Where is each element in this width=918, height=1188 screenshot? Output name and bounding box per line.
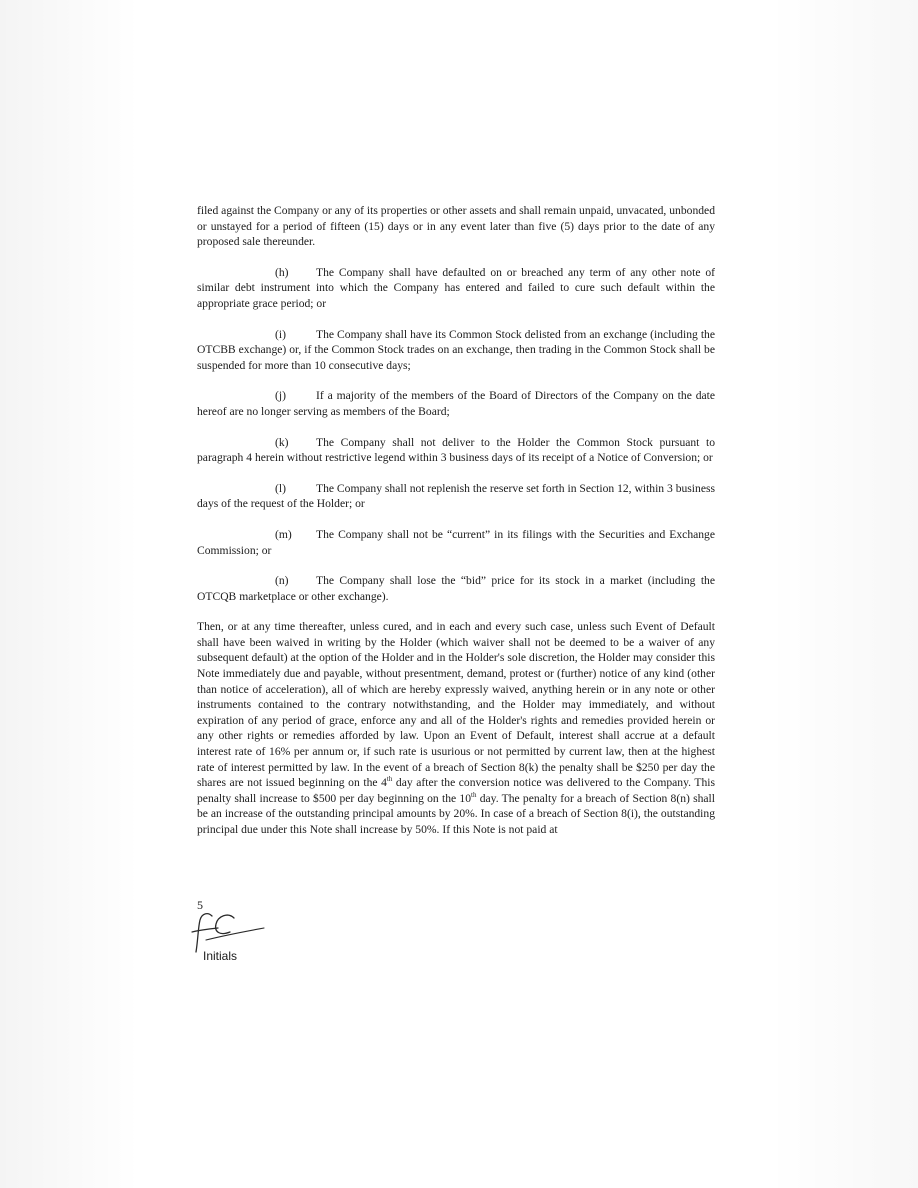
clause-text: The Company shall not deliver to the Holder the Common Stock pursuant to paragraph 4 herein without restrictive legend within 3 business days of its receipt of a Notice of Conversion; or	[197, 435, 715, 465]
clause-label: (h)	[275, 265, 289, 279]
ordinal-suffix: th	[386, 775, 393, 784]
scan-shadow-left	[0, 0, 140, 1188]
clause-i	[197, 327, 715, 374]
clause-text: The Company shall have defaulted on or breached any term of any other note of similar debt instrument into which the Company has entered and failed to cure such default within the appropriate grace period; or	[197, 265, 715, 310]
clause-text: If a majority of the members of the Board of Directors of the Company on the date hereof are no longer serving as members of the Board;	[197, 389, 715, 418]
clause-h	[197, 265, 715, 312]
clause-text: The Company shall not replenish the reserve set forth in Section 12, within 3 business days of the request of the Holder; or	[197, 481, 715, 511]
clause-label: (n)	[275, 574, 289, 588]
clause-text: The Company shall have its Common Stock delisted from an exchange (including the OTCBB exchange) or, if the Common Stock trades on an exchange, then trading in the Common Stock shall be suspended for more than 10 consecutive days;	[197, 327, 715, 372]
closing-text-3: day. The penalty for a breach of Section 8(n) shall be an increase of the outstanding principal amounts by 20%. In case of a breach of Section 8(i), the outstanding principal due under this Note shall increase by 50%. If this Note is not paid at	[197, 791, 716, 836]
closing-text-2: day after the conversion notice was delivered to the Company. This penalty shall increase to $500 per day beginning on the 10	[197, 776, 715, 805]
clause-n	[197, 573, 715, 604]
initials-label: Initials	[203, 949, 238, 963]
clause-label: (i)	[275, 327, 286, 341]
page-number: 5	[197, 898, 203, 912]
clause-label: (m)	[275, 527, 292, 541]
intro-paragraph: filed against the Company or any of its properties or other assets and shall remain unpaid, unvacated, unbonded or unstayed for a period of fifteen (15) days or in any event later than five (5) days prior to the date of any proposed sale thereunder.	[197, 204, 715, 249]
closing-text-1: Then, or at any time thereafter, unless cured, and in each and every such case, unless such Event of Default shall have been waived in writing by the Holder (which waiver shall not be deemed to be a waiver of any subsequent default) at the option of the Holder and in the Holder's sole discretion, the Holder may consider this Note immediately due and payable, without presentment, demand, protest or (further) notice of any kind (other than notice of acceleration), all of which are hereby expressly waived, anything herein or in any note or other instruments contained to the contrary notwithstanding, and the Holder may immediately, and without expiration of any period of grace, enforce any and all of the Holder's rights and remedies provided herein or any other rights or remedies afforded by law. Upon an Event of Default, interest shall accrue at a default interest rate of 16% per annum or, if such rate is usurious or not permitted by current law, then at the highest rate of interest permitted by law. In the event of a breach of Section 8(k) the penalty shall be $250 per day the shares are not issued beginning on the 4	[197, 620, 715, 790]
document-body	[197, 203, 715, 838]
scan-shadow-right	[768, 0, 918, 1188]
clause-label: (l)	[275, 481, 286, 495]
clause-l	[197, 481, 715, 512]
clause-text: The Company shall not be “current” in its filings with the Securities and Exchange Commission; or	[197, 527, 715, 557]
clause-m	[197, 527, 715, 558]
clause-label: (j)	[275, 389, 286, 403]
ordinal-suffix: th	[471, 790, 477, 799]
clause-text: The Company shall lose the “bid” price for its stock in a market (including the OTCQB marketplace or other exchange).	[197, 574, 715, 603]
clause-k	[197, 435, 715, 466]
clause-label: (k)	[275, 435, 289, 449]
closing-paragraph	[197, 619, 715, 837]
clause-j	[197, 388, 715, 419]
